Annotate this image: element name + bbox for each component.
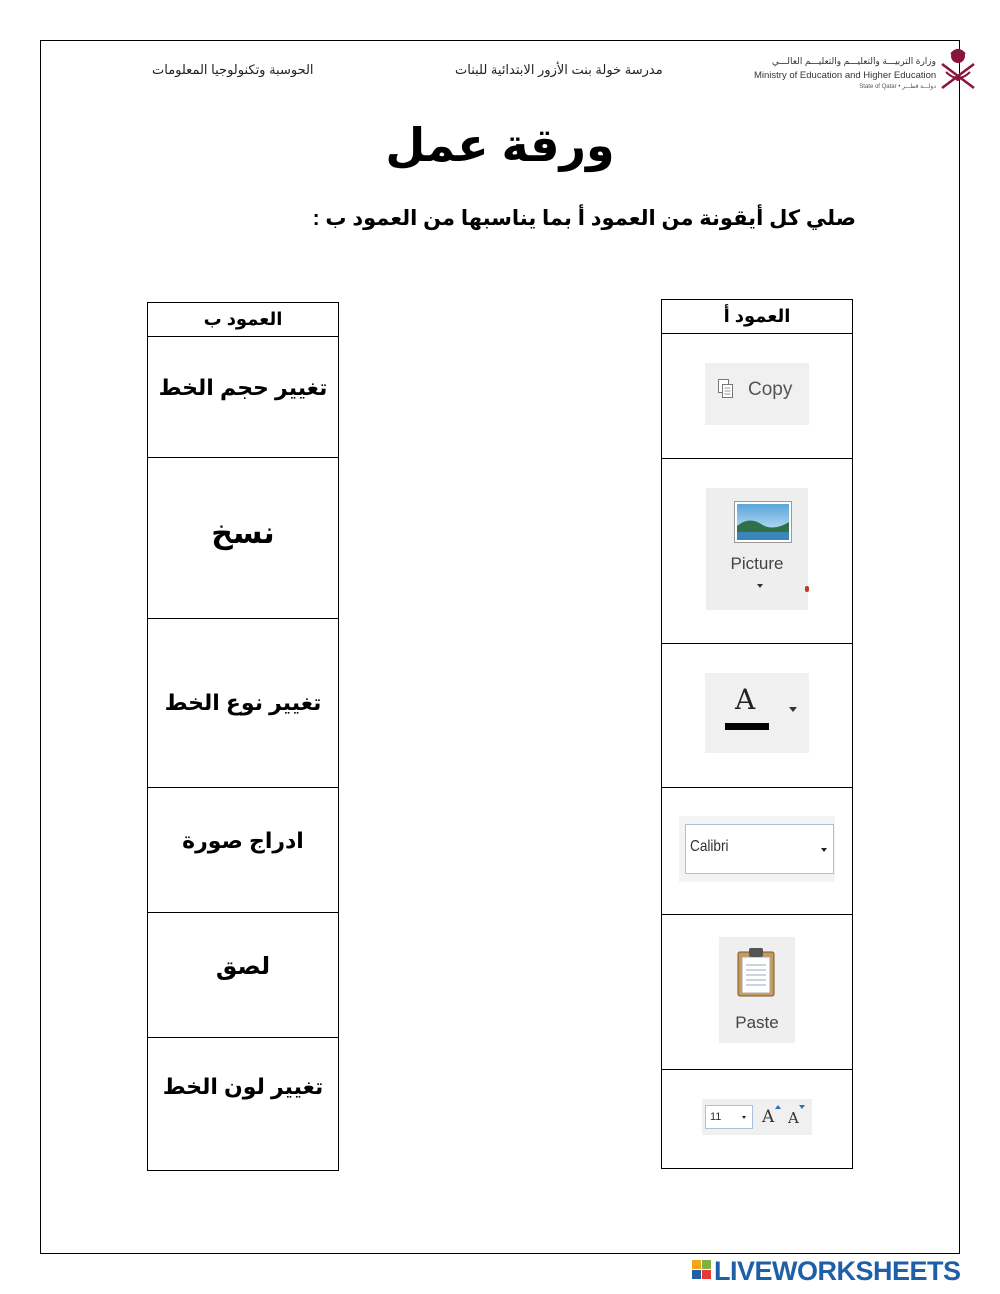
column-a-cell[interactable]: [662, 459, 853, 644]
paste-button[interactable]: [719, 937, 795, 1043]
column-b-item: ادراج صورة: [182, 828, 304, 853]
column-b-cell[interactable]: [148, 1038, 339, 1171]
column-b-cell[interactable]: [148, 337, 339, 458]
column-b-item: لصق: [215, 952, 271, 980]
column-b-item: تغيير لون الخط: [162, 1074, 324, 1099]
picture-label: Picture: [730, 553, 784, 573]
copy-button[interactable]: [705, 363, 809, 425]
column-b-header: العمود ب: [148, 303, 339, 337]
marker-dot: [805, 586, 809, 592]
font-color-bar: [725, 723, 769, 730]
paste-label: Paste: [735, 1012, 779, 1032]
column-b-item: تغيير حجم الخط: [158, 375, 328, 400]
column-a-cell[interactable]: [662, 915, 853, 1070]
qatar-emblem-icon: [938, 44, 978, 92]
column-b-cell[interactable]: [148, 458, 339, 619]
column-b-table: [147, 302, 339, 1171]
column-b-cell[interactable]: [148, 619, 339, 788]
column-a-table: [661, 299, 853, 1169]
font-name-dropdown[interactable]: [679, 816, 835, 882]
font-size-value: 11: [710, 1110, 722, 1123]
chevron-down-icon: [742, 1116, 746, 1119]
column-a-cell[interactable]: [662, 334, 853, 459]
font-size-dropdown[interactable]: [705, 1105, 753, 1129]
paste-icon: [737, 947, 775, 997]
instruction-text: صلي كل أيقونة من العمود أ بما يناسبها من العمود ب :: [312, 207, 856, 230]
column-a-header: العمود أ: [662, 300, 853, 334]
page-title: ورقة عمل: [385, 119, 615, 171]
arrow-up-icon: [775, 1105, 781, 1109]
column-a-cell[interactable]: [662, 788, 853, 915]
font-name-value: Calibri: [690, 837, 729, 855]
chevron-down-icon: [789, 707, 797, 712]
ministry-name-en: Ministry of Education and Higher Education: [754, 70, 937, 81]
chevron-down-icon: [757, 584, 763, 588]
grow-font-icon[interactable]: A: [762, 1106, 775, 1127]
ministry-name-ar: وزارة التربيـــة والتعليـــم والتعليـــم العالـــي: [771, 56, 936, 66]
subject-label: الحوسبة وتكنولوجيا المعلومات: [152, 62, 314, 77]
picture-button[interactable]: [706, 488, 808, 610]
brand-name: LIVEWORKSHEETS: [714, 1256, 961, 1286]
font-name-field[interactable]: [685, 824, 834, 874]
shrink-font-icon[interactable]: A: [788, 1108, 799, 1127]
logo-tiles-icon: [692, 1260, 712, 1280]
column-b-item: نسخ: [211, 516, 275, 550]
arrow-down-icon: [799, 1105, 805, 1109]
column-b-item: تغيير نوع الخط: [164, 690, 322, 715]
column-a-cell[interactable]: [662, 1070, 853, 1169]
state-label: State of Qatar • دولـــة قطـــر: [859, 84, 936, 90]
font-color-icon: A: [735, 683, 756, 716]
column-b-cell[interactable]: [148, 788, 339, 913]
picture-icon: [734, 501, 792, 543]
font-size-controls[interactable]: [702, 1099, 812, 1135]
school-name: مدرسة خولة بنت الأزور الابتدائية للبنات: [455, 62, 663, 77]
column-a-cell[interactable]: [662, 644, 853, 788]
copy-label: Copy: [748, 378, 793, 400]
copy-icon: [718, 379, 733, 398]
column-b-cell[interactable]: [148, 913, 339, 1038]
chevron-down-icon: [821, 848, 827, 852]
font-color-button[interactable]: [705, 673, 809, 753]
